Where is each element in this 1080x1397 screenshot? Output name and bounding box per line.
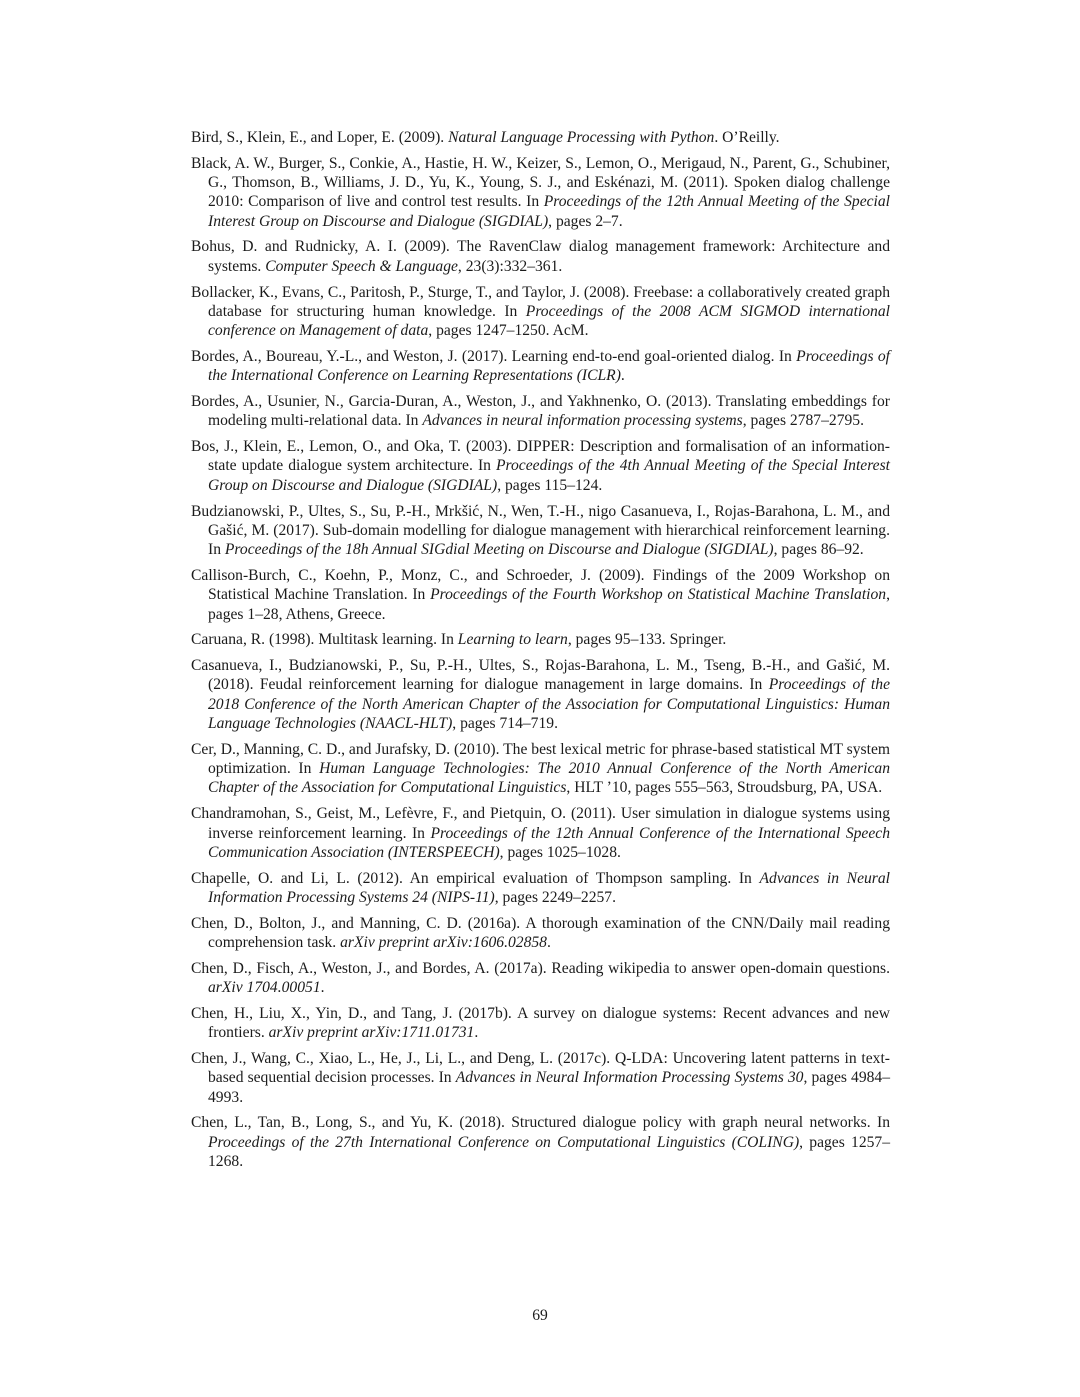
reference-entry: Bos, J., Klein, E., Lemon, O., and Oka, T. (2003). DIPPER: Description and formalisation of an information-state update dialogue system architecture. In Proceedings of the 4th Annual Meeting of the Special Interest Group on Discourse and Dialogue (SIGDIAL), pages 115–124. <box>191 438 891 494</box>
reference-list <box>191 128 890 1178</box>
reference-entry: Bohus, D. and Rudnicky, A. I. (2009). The RavenClaw dialog management framework: Architecture and systems. Computer Speech & Language, 23(3):332–361. <box>191 238 890 275</box>
reference-entry: Chen, D., Fisch, A., Weston, J., and Bordes, A. (2017a). Reading wikipedia to answer open-domain questions. arXiv 1704.00051. <box>191 959 890 997</box>
reference-entry: Budzianowski, P., Ultes, S., Su, P.-H., Mrkšić, N., Wen, T.-H., nigo Casanueva, I., Rojas-Barahona, L. M., and Gašić, M. (2017). Sub-domain modelling for dialogue management with hierarchical reinforcement learning. In Proceedings of the 18h Annual SIGdial Meeting on Discourse and Dialogue (SIGDIAL), pages 86–92. <box>191 502 890 559</box>
reference-entry: Cer, D., Manning, C. D., and Jurafsky, D. (2010). The best lexical metric for phrase-based statistical MT system optimization. In Human Language Technologies: The 2010 Annual Conference of the North American Chapter of the Association for Computational Linguistics, HLT ’10, pages 555–563, Stroudsburg, PA, USA. <box>191 740 890 797</box>
reference-entry: Black, A. W., Burger, S., Conkie, A., Hastie, H. W., Keizer, S., Lemon, O., Merigaud, N., Parent, G., Schubiner, G., Thomson, B., Williams, J. D., Yu, K., Young, S. J., and Eskénazi, M. (2011). Spoken dialog challenge 2010: Comparison of live and control test results. In Proceedings of the 12th Annual Meeting of the Special Interest Group on Discourse and Dialogue (SIGDIAL), pages 2–7. <box>191 154 890 230</box>
reference-entry: Chen, H., Liu, X., Yin, D., and Tang, J. (2017b). A survey on dialogue systems: Recent advances and new frontiers. arXiv preprint arXiv:1711.01731. <box>191 1004 890 1042</box>
reference-entry: Casanueva, I., Budzianowski, P., Su, P.-H., Ultes, S., Rojas-Barahona, L. M., Tseng, B.-H., and Gašić, M. (2018). Feudal reinforcement learning for dialogue management in large domains. In Proceedings of the 2018 Conference of the North American Chapter of the Association for Computational Linguistics: Human Language Technologies (NAACL-HLT), pages 714–719. <box>191 657 890 733</box>
reference-entry: Chen, D., Bolton, J., and Manning, C. D. (2016a). A thorough examination of the CNN/Daily mail reading comprehension task. arXiv preprint arXiv:1606.02858. <box>191 914 890 951</box>
reference-entry: Bordes, A., Boureau, Y.-L., and Weston, J. (2017). Learning end-to-end goal-oriented dialog. In Proceedings of the International Conference on Learning Representations (ICLR). <box>191 347 890 385</box>
reference-entry: Chen, L., Tan, B., Long, S., and Yu, K. (2018). Structured dialogue policy with graph neural networks. In Proceedings of the 27th International Conference on Computational Linguistics (COLING), pages 1257–1268. <box>191 1114 891 1170</box>
page-number: 69 <box>532 1307 548 1324</box>
reference-entry: Callison-Burch, C., Koehn, P., Monz, C., and Schroeder, J. (2009). Findings of the 2009 Workshop on Statistical Machine Translation. In Proceedings of the Fourth Workshop on Statistical Machine Translation, pages 1–28, Athens, Greece. <box>191 566 890 623</box>
reference-entry: Bordes, A., Usunier, N., Garcia-Duran, A., Weston, J., and Yakhnenko, O. (2013). Translating embeddings for modeling multi-relational data. In Advances in neural information processing systems, pages 2787–2795. <box>191 393 890 430</box>
reference-entry: Caruana, R. (1998). Multitask learning. In Learning to learn, pages 95–133. Springer. <box>191 631 727 649</box>
reference-entry: Bird, S., Klein, E., and Loper, E. (2009). Natural Language Processing with Python. O’Reilly. <box>191 129 780 146</box>
reference-entry: Chandramohan, S., Geist, M., Lefèvre, F., and Pietquin, O. (2011). User simulation in dialogue systems using inverse reinforcement learning. In Proceedings of the 12th Annual Conference of the International Speech Communication Association (INTERSPEECH), pages 1025–1028. <box>191 805 890 861</box>
reference-entry: Bollacker, K., Evans, C., Paritosh, P., Sturge, T., and Taylor, J. (2008). Freebase: a collaboratively created graph database for structuring human knowledge. In Proceedings of the 2008 ACM SIGMOD international conference on Management of data, pages 1247–1250. AcM. <box>191 283 890 340</box>
reference-entry: Chen, J., Wang, C., Xiao, L., He, J., Li, L., and Deng, L. (2017c). Q-LDA: Uncovering latent patterns in text-based sequential decision processes. In Advances in Neural Information Processing Systems 30, pages 4984–4993. <box>191 1049 891 1106</box>
reference-entry: Chapelle, O. and Li, L. (2012). An empirical evaluation of Thompson sampling. In Advances in Neural Information Processing Systems 24 (NIPS-11), pages 2249–2257. <box>191 869 890 906</box>
